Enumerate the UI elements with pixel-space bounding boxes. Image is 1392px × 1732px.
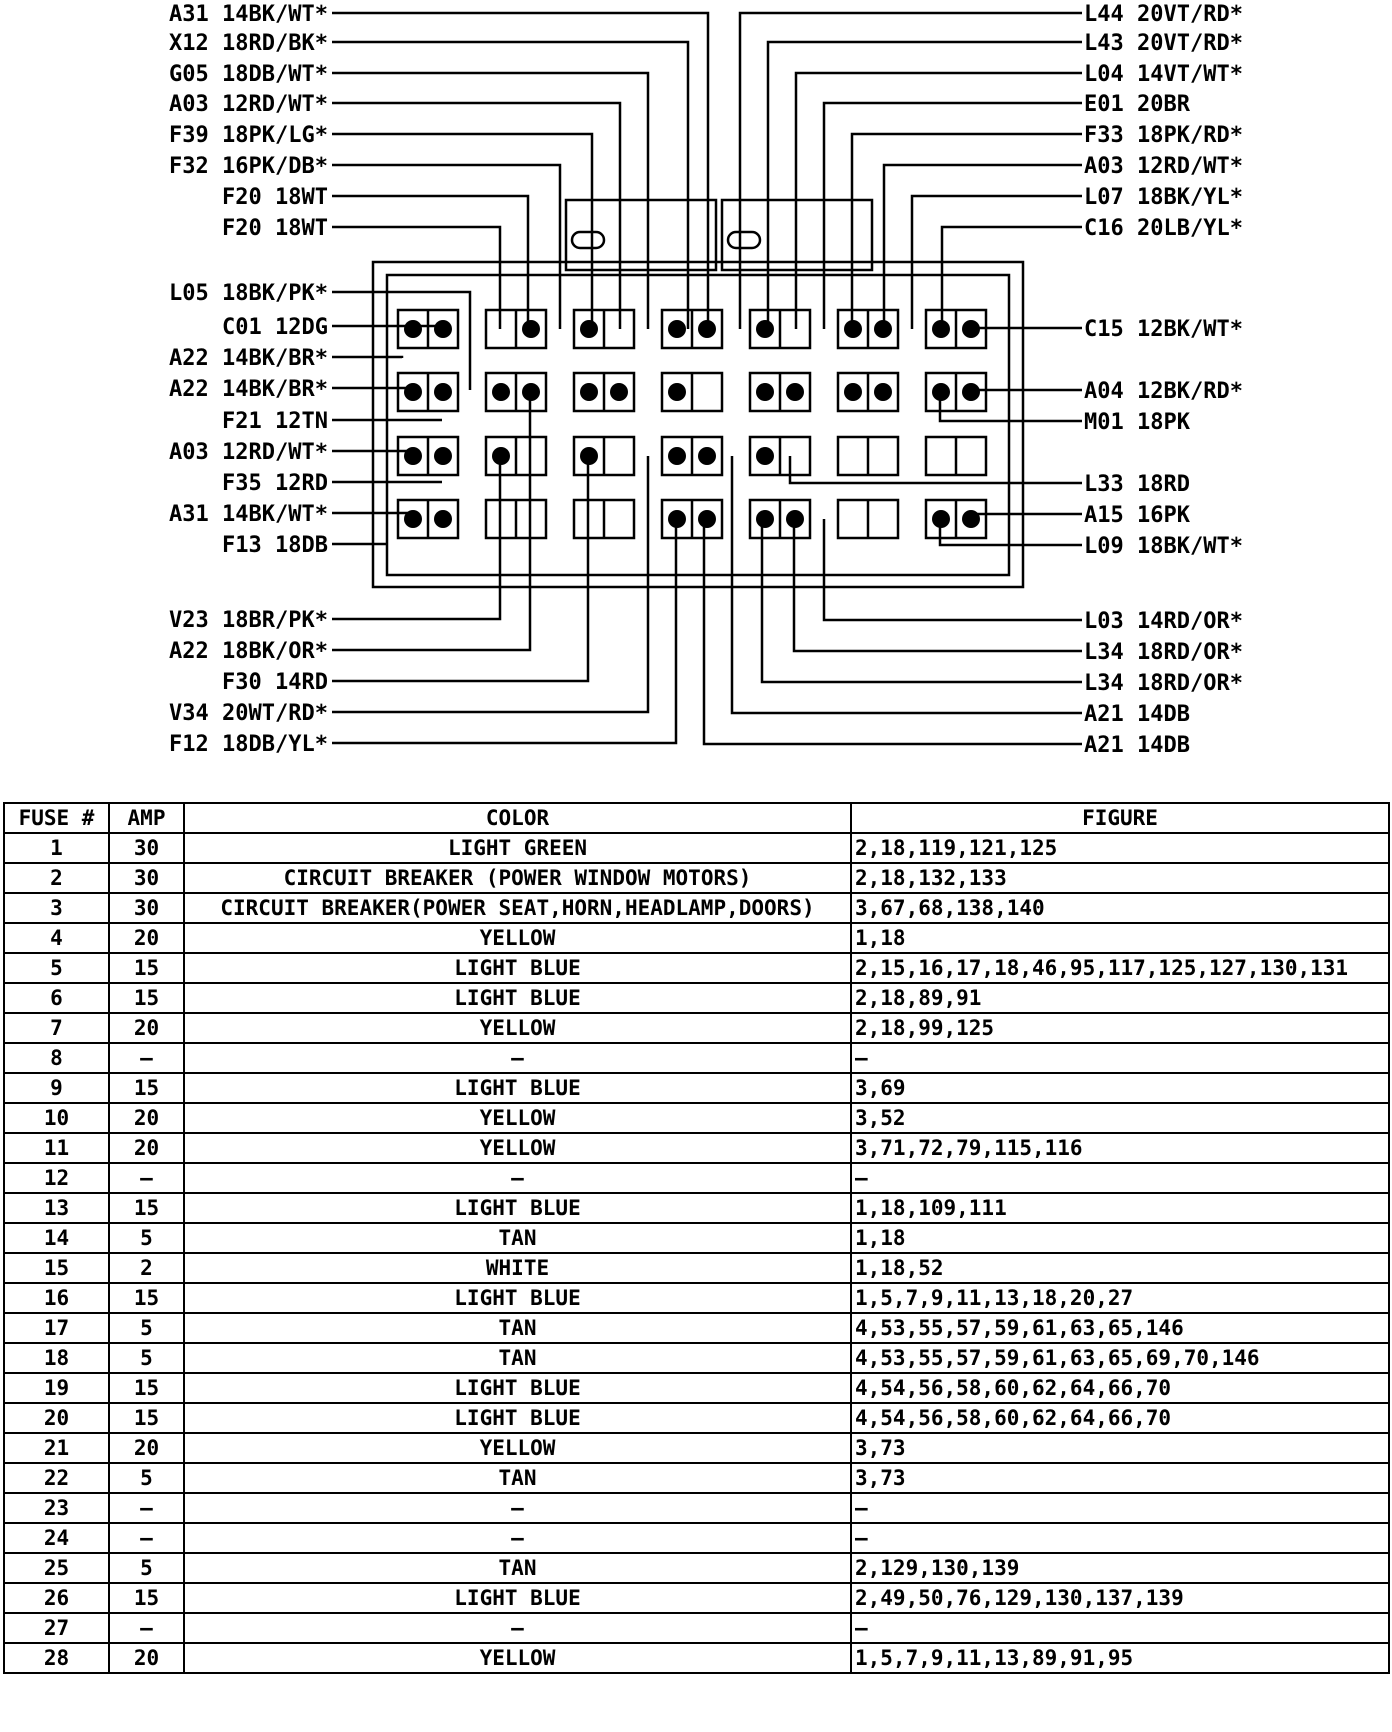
left-wire-label: G05 18DB/WT*: [169, 62, 328, 87]
fuse-number: 22: [4, 1463, 109, 1493]
right-wire-label: A15 16PK: [1084, 503, 1190, 528]
amp-value: —: [109, 1493, 184, 1523]
right-wire-label: C16 20LB/YL*: [1084, 216, 1243, 241]
amp-value: 5: [109, 1313, 184, 1343]
terminal-dot: [874, 383, 892, 401]
color-value: LIGHT BLUE: [184, 1583, 851, 1613]
terminal-dot: [668, 320, 686, 338]
color-value: LIGHT BLUE: [184, 953, 851, 983]
color-value: TAN: [184, 1313, 851, 1343]
amp-value: 30: [109, 833, 184, 863]
table-row: [4, 1163, 1389, 1193]
amp-value: 5: [109, 1343, 184, 1373]
amp-value: —: [109, 1043, 184, 1073]
wire: [884, 165, 1082, 329]
fuse-number: 25: [4, 1553, 109, 1583]
amp-value: 30: [109, 863, 184, 893]
left-wire-label: A31 14BK/WT*: [169, 502, 328, 527]
terminal-dot: [580, 447, 598, 465]
color-value: LIGHT BLUE: [184, 1073, 851, 1103]
fuse-number: 12: [4, 1163, 109, 1193]
table-row: [4, 1223, 1389, 1253]
terminal-dot: [756, 320, 774, 338]
table-row: [4, 1193, 1389, 1223]
figure-list: 2,18,119,121,125: [851, 833, 1389, 863]
terminal-dot: [962, 510, 980, 528]
right-wire-label: A21 14DB: [1084, 733, 1190, 758]
fuse-number: 14: [4, 1223, 109, 1253]
figure-list: 2,129,130,139: [851, 1553, 1389, 1583]
fuse-block-inner-outline: [387, 275, 1009, 575]
left-wire-label: X12 18RD/BK*: [169, 31, 328, 56]
fuse-number: 13: [4, 1193, 109, 1223]
figure-list: 3,52: [851, 1103, 1389, 1133]
amp-value: 20: [109, 923, 184, 953]
terminal-dot: [492, 447, 510, 465]
right-wire-label: L07 18BK/YL*: [1084, 185, 1243, 210]
table-row: [4, 1133, 1389, 1163]
table-row: [4, 1643, 1389, 1673]
figure-list: 3,73: [851, 1433, 1389, 1463]
table-row: [4, 1283, 1389, 1313]
terminal-dot: [434, 510, 452, 528]
right-wire-label: L44 20VT/RD*: [1084, 2, 1243, 27]
left-wire-label: F20 18WT: [222, 216, 328, 241]
amp-value: —: [109, 1523, 184, 1553]
color-value: LIGHT BLUE: [184, 983, 851, 1013]
fuse-number: 4: [4, 923, 109, 953]
terminal-dot: [404, 447, 422, 465]
right-wire-label: L33 18RD: [1084, 472, 1190, 497]
terminal-dot: [932, 320, 950, 338]
table-row: [4, 953, 1389, 983]
wire: [852, 134, 1082, 329]
left-wire-label: F30 14RD: [222, 670, 328, 695]
terminal-dot: [434, 320, 452, 338]
wire: [768, 42, 1082, 329]
figure-list: 4,54,56,58,60,62,64,66,70: [851, 1373, 1389, 1403]
color-value: TAN: [184, 1343, 851, 1373]
terminal-dot: [962, 383, 980, 401]
figure-list: —: [851, 1613, 1389, 1643]
wire: [942, 227, 1082, 329]
figure-list: 3,71,72,79,115,116: [851, 1133, 1389, 1163]
terminal-dot: [404, 320, 422, 338]
color-value: TAN: [184, 1553, 851, 1583]
color-value: LIGHT BLUE: [184, 1193, 851, 1223]
mount-tab-left: [566, 200, 716, 270]
color-value: LIGHT GREEN: [184, 833, 851, 863]
right-wire-label: L03 14RD/OR*: [1084, 609, 1243, 634]
right-wire-label: L09 18BK/WT*: [1084, 534, 1243, 559]
table-row: [4, 893, 1389, 923]
left-wire-label: F35 12RD: [222, 471, 328, 496]
fuse-number: 21: [4, 1433, 109, 1463]
color-value: YELLOW: [184, 1643, 851, 1673]
table-header-row: [4, 803, 1389, 833]
fuse-number: 19: [4, 1373, 109, 1403]
terminal-dot: [844, 383, 862, 401]
terminal-dot: [668, 447, 686, 465]
terminal-dot: [434, 383, 452, 401]
color-value: —: [184, 1523, 851, 1553]
terminal-dot: [698, 320, 716, 338]
terminal-dot: [522, 320, 540, 338]
left-wire-label: F20 18WT: [222, 185, 328, 210]
terminal-dot: [698, 447, 716, 465]
fuse-table: [3, 802, 1390, 1674]
figure-list: 1,18,109,111: [851, 1193, 1389, 1223]
right-wire-label: E01 20BR: [1084, 92, 1190, 117]
wire: [940, 392, 1082, 421]
table-row: [4, 1313, 1389, 1343]
fuse-number: 15: [4, 1253, 109, 1283]
right-wire-label: A04 12BK/RD*: [1084, 379, 1243, 404]
right-wire-label: F33 18PK/RD*: [1084, 123, 1243, 148]
amp-value: 15: [109, 953, 184, 983]
right-wire-label: L04 14VT/WT*: [1084, 62, 1243, 87]
table-row: [4, 833, 1389, 863]
amp-value: 5: [109, 1223, 184, 1253]
wire: [940, 519, 1082, 545]
amp-value: 15: [109, 1403, 184, 1433]
figure-list: 2,18,99,125: [851, 1013, 1389, 1043]
figure-list: 1,18: [851, 1223, 1389, 1253]
terminal-dot: [756, 510, 774, 528]
amp-value: 5: [109, 1553, 184, 1583]
fuse-block-wiring-diagram: [0, 0, 1392, 770]
fuse-number: 6: [4, 983, 109, 1013]
color-value: LIGHT BLUE: [184, 1403, 851, 1433]
header-figure: FIGURE: [851, 803, 1389, 833]
amp-value: 2: [109, 1253, 184, 1283]
amp-value: 20: [109, 1103, 184, 1133]
header-fuse: FUSE #: [4, 803, 109, 833]
color-value: LIGHT BLUE: [184, 1283, 851, 1313]
mount-slot-right: [728, 232, 760, 248]
fuse-number: 7: [4, 1013, 109, 1043]
figure-list: 2,18,132,133: [851, 863, 1389, 893]
terminal-dot: [668, 510, 686, 528]
terminal-dot: [874, 320, 892, 338]
amp-value: 30: [109, 893, 184, 923]
left-wire-label: A22 14BK/BR*: [169, 346, 328, 371]
wire: [332, 227, 500, 329]
terminal-dot: [668, 383, 686, 401]
table-row: [4, 1553, 1389, 1583]
color-value: —: [184, 1163, 851, 1193]
header-color: COLOR: [184, 803, 851, 833]
figure-list: 2,49,50,76,129,130,137,139: [851, 1583, 1389, 1613]
terminal-dot: [756, 447, 774, 465]
table-row: [4, 1373, 1389, 1403]
terminal-dot: [492, 383, 510, 401]
left-wire-label: V34 20WT/RD*: [169, 701, 328, 726]
figure-list: 2,15,16,17,18,46,95,117,125,127,130,131: [851, 953, 1389, 983]
color-value: CIRCUIT BREAKER (POWER WINDOW MOTORS): [184, 863, 851, 893]
color-value: CIRCUIT BREAKER(POWER SEAT,HORN,HEADLAMP,DOORS): [184, 893, 851, 923]
color-value: YELLOW: [184, 1433, 851, 1463]
left-wire-label: A31 14BK/WT*: [169, 2, 328, 27]
color-value: TAN: [184, 1463, 851, 1493]
wire: [790, 456, 1082, 483]
wire: [762, 519, 1082, 682]
left-wire-label: A03 12RD/WT*: [169, 440, 328, 465]
table-row: [4, 983, 1389, 1013]
terminal-dot: [786, 510, 804, 528]
terminal-dot: [434, 447, 452, 465]
fuse-number: 10: [4, 1103, 109, 1133]
table-row: [4, 1103, 1389, 1133]
figure-list: —: [851, 1163, 1389, 1193]
amp-value: 20: [109, 1013, 184, 1043]
terminal-dot: [522, 383, 540, 401]
fuse-number: 11: [4, 1133, 109, 1163]
color-value: YELLOW: [184, 1013, 851, 1043]
left-wire-label: L05 18BK/PK*: [169, 281, 328, 306]
table-row: [4, 1463, 1389, 1493]
amp-value: 20: [109, 1433, 184, 1463]
terminal-dot: [698, 510, 716, 528]
table-row: [4, 1073, 1389, 1103]
fuse-number: 2: [4, 863, 109, 893]
terminal-dot: [786, 383, 804, 401]
fuse-number: 20: [4, 1403, 109, 1433]
table-row: [4, 863, 1389, 893]
left-wire-label: C01 12DG: [222, 315, 328, 340]
figure-list: 4,54,56,58,60,62,64,66,70: [851, 1403, 1389, 1433]
amp-value: —: [109, 1163, 184, 1193]
figure-list: 1,5,7,9,11,13,18,20,27: [851, 1283, 1389, 1313]
terminal-dot: [404, 510, 422, 528]
terminal-dot: [610, 383, 628, 401]
terminal-dot: [580, 383, 598, 401]
figure-list: 1,18: [851, 923, 1389, 953]
table-row: [4, 1343, 1389, 1373]
wire: [824, 103, 1082, 329]
terminal-dot: [932, 383, 950, 401]
wire: [332, 103, 620, 329]
figure-list: —: [851, 1043, 1389, 1073]
wire: [332, 456, 588, 681]
table-row: [4, 1253, 1389, 1283]
fuse-number: 24: [4, 1523, 109, 1553]
table-row: [4, 1433, 1389, 1463]
right-wire-label: A21 14DB: [1084, 702, 1190, 727]
terminal-dot: [932, 510, 950, 528]
color-value: —: [184, 1493, 851, 1523]
amp-value: 15: [109, 1193, 184, 1223]
amp-value: 15: [109, 1373, 184, 1403]
right-wire-label: C15 12BK/WT*: [1084, 317, 1243, 342]
table-row: [4, 1013, 1389, 1043]
wire: [824, 519, 1082, 620]
wire: [332, 292, 470, 390]
wire: [332, 13, 708, 329]
fuse-number: 8: [4, 1043, 109, 1073]
amp-value: 15: [109, 1283, 184, 1313]
table-row: [4, 1043, 1389, 1073]
terminal-dot: [756, 383, 774, 401]
table-row: [4, 1613, 1389, 1643]
terminal-dot: [580, 320, 598, 338]
left-wire-label: A22 14BK/BR*: [169, 377, 328, 402]
left-wire-label: F12 18DB/YL*: [169, 732, 328, 757]
table-row: [4, 1583, 1389, 1613]
color-value: YELLOW: [184, 1103, 851, 1133]
left-wire-label: F13 18DB: [222, 533, 328, 558]
figure-list: —: [851, 1523, 1389, 1553]
table-row: [4, 1403, 1389, 1433]
terminal-dot: [962, 320, 980, 338]
wire: [332, 456, 648, 712]
fuse-number: 16: [4, 1283, 109, 1313]
table-row: [4, 1523, 1389, 1553]
left-wire-label: A22 18BK/OR*: [169, 639, 328, 664]
right-wire-label: A03 12RD/WT*: [1084, 154, 1243, 179]
fuse-number: 1: [4, 833, 109, 863]
color-value: WHITE: [184, 1253, 851, 1283]
fuse-number: 9: [4, 1073, 109, 1103]
color-value: LIGHT BLUE: [184, 1373, 851, 1403]
amp-value: —: [109, 1613, 184, 1643]
figure-list: 1,18,52: [851, 1253, 1389, 1283]
right-wire-label: L34 18RD/OR*: [1084, 671, 1243, 696]
fuse-number: 5: [4, 953, 109, 983]
color-value: YELLOW: [184, 1133, 851, 1163]
wire: [970, 328, 1082, 329]
fuse-number: 27: [4, 1613, 109, 1643]
left-wire-label: A03 12RD/WT*: [169, 92, 328, 117]
amp-value: 20: [109, 1133, 184, 1163]
table-row: [4, 923, 1389, 953]
wire: [732, 456, 1082, 713]
left-wire-label: F39 18PK/LG*: [169, 123, 328, 148]
figure-list: 4,53,55,57,59,61,63,65,146: [851, 1313, 1389, 1343]
color-value: YELLOW: [184, 923, 851, 953]
figure-list: —: [851, 1493, 1389, 1523]
figure-list: 2,18,89,91: [851, 983, 1389, 1013]
fuse-number: 28: [4, 1643, 109, 1673]
wire: [332, 134, 592, 329]
amp-value: 20: [109, 1643, 184, 1673]
color-value: —: [184, 1043, 851, 1073]
table-row: [4, 1493, 1389, 1523]
wire: [332, 357, 402, 358]
fuse-number: 17: [4, 1313, 109, 1343]
color-value: TAN: [184, 1223, 851, 1253]
wire: [704, 519, 1082, 744]
mount-slot-left: [572, 232, 604, 248]
fuse-number: 18: [4, 1343, 109, 1373]
left-wire-label: F21 12TN: [222, 409, 328, 434]
wire: [332, 165, 560, 329]
amp-value: 5: [109, 1463, 184, 1493]
terminal-dot: [844, 320, 862, 338]
amp-value: 15: [109, 1583, 184, 1613]
fuse-number: 3: [4, 893, 109, 923]
figure-list: 3,67,68,138,140: [851, 893, 1389, 923]
amp-value: 15: [109, 1073, 184, 1103]
figure-list: 3,69: [851, 1073, 1389, 1103]
figure-list: 4,53,55,57,59,61,63,65,69,70,146: [851, 1343, 1389, 1373]
wire: [332, 42, 688, 329]
right-wire-label: L43 20VT/RD*: [1084, 31, 1243, 56]
figure-list: 3,73: [851, 1463, 1389, 1493]
color-value: —: [184, 1613, 851, 1643]
left-wire-label: F32 16PK/DB*: [169, 154, 328, 179]
figure-list: 1,5,7,9,11,13,89,91,95: [851, 1643, 1389, 1673]
amp-value: 15: [109, 983, 184, 1013]
right-wire-label: M01 18PK: [1084, 410, 1190, 435]
fuse-number: 23: [4, 1493, 109, 1523]
terminal-dot: [404, 383, 422, 401]
right-wire-label: L34 18RD/OR*: [1084, 640, 1243, 665]
wire: [332, 519, 676, 743]
left-wire-label: V23 18BR/PK*: [169, 608, 328, 633]
fuse-number: 26: [4, 1583, 109, 1613]
header-amp: AMP: [109, 803, 184, 833]
